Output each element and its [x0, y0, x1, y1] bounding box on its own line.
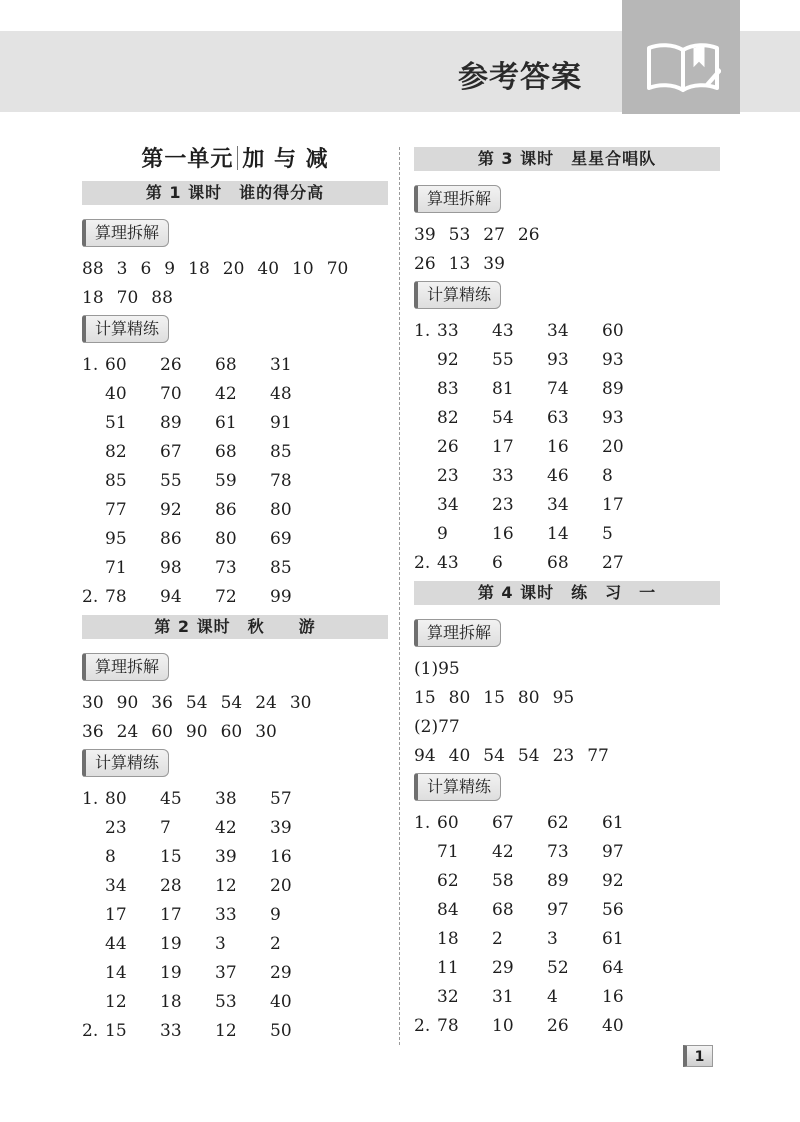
answer-value: 16: [547, 437, 569, 457]
answer-value: 60: [602, 321, 624, 341]
answer-flow: [414, 655, 720, 771]
answer-value: 80: [448, 688, 471, 708]
answer-value: (2)77: [414, 717, 460, 737]
answer-value: 73: [547, 842, 569, 862]
answer-row: [414, 983, 720, 1012]
unit-title-separator: [237, 146, 238, 170]
answer-value: 80: [105, 789, 127, 809]
answer-value: 80: [517, 688, 540, 708]
answer-row: [414, 375, 720, 404]
answer-value: 23: [437, 466, 459, 486]
answer-value: 31: [270, 355, 292, 375]
answer-value: 8: [602, 466, 613, 486]
answer-value: 71: [437, 842, 459, 862]
answer-value: 56: [602, 900, 624, 920]
answer-value: 85: [105, 471, 127, 491]
section-tag: 算理拆解: [414, 619, 501, 647]
answer-value: 4: [547, 987, 558, 1007]
answer-value: 5: [602, 524, 613, 544]
answer-value: 3: [547, 929, 558, 949]
answer-row: [82, 843, 388, 872]
lesson-heading: 第 3 课时 星星合唱队: [414, 147, 720, 171]
answer-value: 45: [160, 789, 182, 809]
answer-value: 33: [437, 321, 459, 341]
answer-row: [82, 438, 388, 467]
answer-value: 95: [105, 529, 127, 549]
item-number: 1.: [82, 789, 99, 809]
answer-row: [414, 221, 720, 250]
answer-value: 13: [448, 254, 471, 274]
answer-value: 86: [215, 500, 237, 520]
left-column: [82, 142, 388, 1046]
answer-value: 91: [270, 413, 292, 433]
answer-row: [82, 467, 388, 496]
answer-value: 53: [448, 225, 471, 245]
answer-value: 48: [270, 384, 292, 404]
answer-value: 38: [215, 789, 237, 809]
answer-grid: [82, 351, 388, 612]
answer-row: [82, 525, 388, 554]
item-number: 2.: [82, 587, 99, 607]
section-tag: 算理拆解: [414, 185, 501, 213]
answer-value: 36: [82, 722, 104, 742]
answer-value: 12: [215, 1021, 237, 1041]
answer-value: 50: [270, 1021, 292, 1041]
answer-value: 77: [105, 500, 127, 520]
item-number: 1.: [414, 813, 431, 833]
answer-value: 40: [270, 992, 292, 1012]
answer-value: 34: [547, 321, 569, 341]
answer-grid: [82, 785, 388, 1046]
answer-value: 39: [414, 225, 436, 245]
answer-value: 54: [483, 746, 505, 766]
answer-row: [82, 718, 388, 747]
answer-value: 27: [602, 553, 624, 573]
answer-row: [82, 583, 388, 612]
answer-value: 7: [160, 818, 171, 838]
answer-row: [414, 433, 720, 462]
answer-value: 18: [160, 992, 182, 1012]
answer-value: 23: [105, 818, 127, 838]
answer-value: 27: [483, 225, 505, 245]
answer-value: 85: [270, 442, 292, 462]
answer-row: [414, 742, 720, 771]
answer-value: 9: [270, 905, 281, 925]
answer-value: 33: [492, 466, 514, 486]
answer-row: [414, 1012, 720, 1041]
answer-value: 10: [292, 259, 314, 279]
answer-value: 62: [547, 813, 569, 833]
answer-value: 17: [160, 905, 182, 925]
answer-value: 19: [160, 934, 182, 954]
answer-value: 34: [105, 876, 127, 896]
answer-row: [414, 462, 720, 491]
answer-row: [414, 491, 720, 520]
answer-value: 16: [492, 524, 514, 544]
answer-value: 61: [215, 413, 237, 433]
answer-row: [82, 785, 388, 814]
answer-value: 18: [82, 288, 104, 308]
answer-value: 26: [437, 437, 459, 457]
answer-value: 74: [547, 379, 569, 399]
answer-value: 93: [547, 350, 569, 370]
answer-row: [82, 409, 388, 438]
unit-title-part2: 加 与 减: [242, 146, 329, 172]
answer-value: 6: [140, 259, 152, 279]
answer-value: 12: [105, 992, 127, 1012]
answer-value: 26: [414, 254, 436, 274]
answer-value: 9: [164, 259, 176, 279]
answer-value: 63: [547, 408, 569, 428]
answer-value: 93: [602, 408, 624, 428]
answer-value: 37: [215, 963, 237, 983]
page-number: 1: [683, 1045, 713, 1067]
answer-value: 82: [105, 442, 127, 462]
answer-value: 77: [587, 746, 609, 766]
answer-row: [82, 901, 388, 930]
answer-value: 83: [437, 379, 459, 399]
answer-value: 15: [105, 1021, 127, 1041]
answer-value: 89: [160, 413, 182, 433]
answer-row: [414, 867, 720, 896]
lesson-heading: 第 2 课时 秋 游: [82, 615, 388, 639]
answer-value: 78: [105, 587, 127, 607]
answer-value: 67: [160, 442, 182, 462]
answer-row: [82, 351, 388, 380]
answer-value: 6: [492, 553, 503, 573]
answer-value: 9: [437, 524, 448, 544]
answer-value: 46: [547, 466, 569, 486]
answer-row: [82, 255, 388, 284]
answer-value: 78: [270, 471, 292, 491]
answer-value: 40: [105, 384, 127, 404]
answer-row: [414, 713, 720, 742]
answer-value: 15: [160, 847, 182, 867]
answer-row: [414, 250, 720, 279]
answer-value: 71: [105, 558, 127, 578]
answer-value: 82: [437, 408, 459, 428]
answer-value: 17: [602, 495, 624, 515]
answer-value: 89: [547, 871, 569, 891]
answer-value: 53: [215, 992, 237, 1012]
answer-value: 60: [105, 355, 127, 375]
answer-row: [414, 346, 720, 375]
answer-value: 55: [492, 350, 514, 370]
answer-value: 39: [215, 847, 237, 867]
answer-value: 60: [151, 722, 173, 742]
answer-value: 20: [222, 259, 245, 279]
answer-value: 89: [602, 379, 624, 399]
answer-value: 85: [270, 558, 292, 578]
section-tag: 计算精练: [414, 773, 501, 801]
answer-value: 62: [437, 871, 459, 891]
answer-value: 30: [289, 693, 312, 713]
answer-value: 94: [160, 587, 182, 607]
answer-value: 88: [82, 259, 104, 279]
page-title: 参考答案: [458, 60, 582, 95]
answer-value: 15: [414, 688, 436, 708]
answer-value: 67: [492, 813, 514, 833]
answer-value: 86: [160, 529, 182, 549]
answer-value: 23: [492, 495, 514, 515]
answer-row: [414, 954, 720, 983]
answer-row: [414, 925, 720, 954]
answer-row: [82, 554, 388, 583]
answer-row: [414, 655, 720, 684]
answer-value: 95: [552, 688, 575, 708]
answer-value: 80: [270, 500, 292, 520]
item-number: 2.: [414, 1016, 431, 1036]
answer-value: 18: [188, 259, 210, 279]
section-tag: 算理拆解: [82, 653, 169, 681]
item-number: 1.: [414, 321, 431, 341]
answer-value: 16: [270, 847, 292, 867]
answer-value: 29: [270, 963, 292, 983]
answer-value: 61: [602, 929, 624, 949]
answer-value: 34: [547, 495, 569, 515]
answer-value: (1)95: [414, 659, 460, 679]
answer-row: [82, 689, 388, 718]
answer-value: 98: [160, 558, 182, 578]
answer-value: 44: [105, 934, 127, 954]
answer-value: 30: [255, 722, 277, 742]
answer-value: 78: [437, 1016, 459, 1036]
answer-value: 26: [517, 225, 540, 245]
answer-grid: [414, 317, 720, 578]
answer-value: 24: [116, 722, 139, 742]
answer-value: 36: [151, 693, 173, 713]
answer-value: 70: [326, 259, 349, 279]
answer-value: 18: [437, 929, 459, 949]
answer-row: [82, 959, 388, 988]
answer-value: 16: [602, 987, 624, 1007]
answer-value: 24: [255, 693, 277, 713]
answer-value: 43: [492, 321, 514, 341]
answer-value: 73: [215, 558, 237, 578]
answer-value: 29: [492, 958, 514, 978]
answer-value: 12: [215, 876, 237, 896]
answer-row: [414, 520, 720, 549]
answer-value: 81: [492, 379, 514, 399]
answer-value: 94: [414, 746, 436, 766]
answer-value: 17: [105, 905, 127, 925]
answer-value: 31: [492, 987, 514, 1007]
answer-value: 70: [116, 288, 139, 308]
answer-value: 23: [552, 746, 575, 766]
answer-value: 2: [270, 934, 281, 954]
answer-value: 92: [437, 350, 459, 370]
answer-value: 97: [602, 842, 624, 862]
answer-row: [414, 838, 720, 867]
answer-value: 10: [492, 1016, 514, 1036]
answer-row: [82, 988, 388, 1017]
open-book-icon: [645, 40, 721, 96]
answer-value: 54: [517, 746, 540, 766]
answer-value: 33: [160, 1021, 182, 1041]
answer-row: [414, 684, 720, 713]
answer-value: 33: [215, 905, 237, 925]
answer-row: [414, 404, 720, 433]
answer-value: 60: [437, 813, 459, 833]
answer-value: 43: [437, 553, 459, 573]
answer-value: 80: [215, 529, 237, 549]
answer-value: 92: [602, 871, 624, 891]
answer-row: [414, 809, 720, 838]
answer-value: 55: [160, 471, 182, 491]
answer-value: 97: [547, 900, 569, 920]
lesson-heading: 第 1 课时 谁的得分高: [82, 181, 388, 205]
answer-value: 88: [151, 288, 173, 308]
answer-row: [82, 1017, 388, 1046]
answer-grid: [414, 809, 720, 1041]
answer-value: 30: [82, 693, 104, 713]
answer-row: [414, 317, 720, 346]
answer-value: 8: [105, 847, 116, 867]
answer-value: 61: [602, 813, 624, 833]
answer-row: [414, 549, 720, 578]
answer-value: 15: [483, 688, 505, 708]
item-number: 1.: [82, 355, 99, 375]
column-divider: [399, 147, 400, 1045]
answer-value: 40: [602, 1016, 624, 1036]
answer-value: 54: [185, 693, 208, 713]
answer-value: 60: [220, 722, 243, 742]
answer-value: 2: [492, 929, 503, 949]
answer-value: 20: [602, 437, 624, 457]
answer-value: 68: [215, 355, 237, 375]
answer-value: 32: [437, 987, 459, 1007]
answer-value: 42: [215, 818, 237, 838]
answer-flow: [82, 689, 388, 747]
answer-value: 70: [160, 384, 182, 404]
answer-value: 68: [492, 900, 514, 920]
answer-value: 69: [270, 529, 292, 549]
answer-value: 40: [448, 746, 471, 766]
section-tag: 计算精练: [82, 749, 169, 777]
answer-row: [82, 930, 388, 959]
answer-value: 51: [105, 413, 127, 433]
answer-value: 68: [215, 442, 237, 462]
answer-value: 92: [160, 500, 182, 520]
section-tag: 计算精练: [82, 315, 169, 343]
answer-row: [82, 496, 388, 525]
unit-title: [82, 142, 388, 176]
answer-value: 40: [257, 259, 280, 279]
answer-value: 28: [160, 876, 182, 896]
answer-value: 17: [492, 437, 514, 457]
answer-value: 42: [215, 384, 237, 404]
section-tag: 算理拆解: [82, 219, 169, 247]
answer-value: 42: [492, 842, 514, 862]
answer-row: [414, 896, 720, 925]
answer-value: 90: [185, 722, 208, 742]
answer-value: 64: [602, 958, 624, 978]
answer-value: 14: [547, 524, 569, 544]
answer-value: 54: [492, 408, 514, 428]
answer-value: 58: [492, 871, 514, 891]
answer-value: 26: [160, 355, 182, 375]
item-number: 2.: [82, 1021, 99, 1041]
answer-value: 68: [547, 553, 569, 573]
answer-value: 39: [270, 818, 292, 838]
answer-value: 84: [437, 900, 459, 920]
answer-value: 57: [270, 789, 292, 809]
right-column: [414, 142, 720, 1041]
header-icon-box: [622, 0, 740, 114]
answer-value: 34: [437, 495, 459, 515]
answer-row: [82, 380, 388, 409]
answer-row: [82, 284, 388, 313]
answer-value: 90: [116, 693, 139, 713]
section-tag: 计算精练: [414, 281, 501, 309]
unit-title-part1: 第一单元: [141, 146, 234, 172]
answer-row: [82, 814, 388, 843]
answer-value: 3: [215, 934, 226, 954]
answer-value: 72: [215, 587, 237, 607]
answer-value: 19: [160, 963, 182, 983]
answer-value: 54: [220, 693, 243, 713]
answer-value: 93: [602, 350, 624, 370]
answer-value: 26: [547, 1016, 569, 1036]
answer-row: [82, 872, 388, 901]
answer-value: 11: [437, 958, 459, 978]
lesson-heading: 第 4 课时 练 习 一: [414, 581, 720, 605]
answer-value: 39: [483, 254, 505, 274]
answer-flow: [82, 255, 388, 313]
answer-value: 14: [105, 963, 127, 983]
answer-value: 52: [547, 958, 569, 978]
item-number: 2.: [414, 553, 431, 573]
answer-flow: [414, 221, 720, 279]
answer-value: 3: [116, 259, 128, 279]
answer-value: 20: [270, 876, 292, 896]
answer-value: 59: [215, 471, 237, 491]
answer-value: 99: [270, 587, 292, 607]
